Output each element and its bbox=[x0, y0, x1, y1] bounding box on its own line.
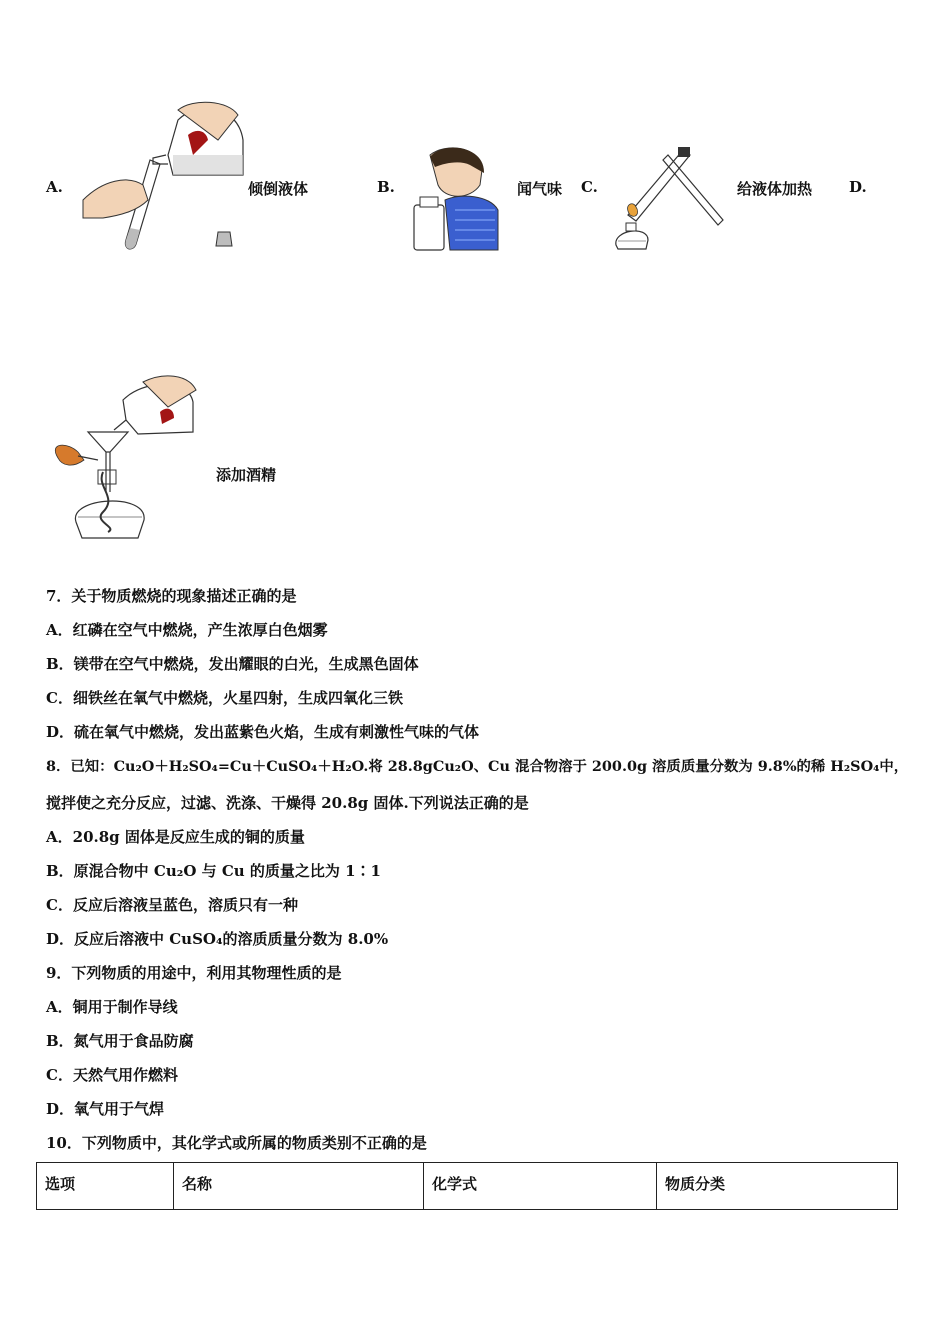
option-d-caption: 添加酒精 bbox=[216, 466, 277, 484]
q10-stem: 10．下列物质中，其化学式或所属的物质类别不正确的是 bbox=[46, 1134, 427, 1152]
q8-option-d: D．反应后溶液中 CuSO₄的溶质质量分数为 8.0% bbox=[46, 930, 389, 948]
q7-option-d: D．硫在氧气中燃烧，发出蓝紫色火焰，生成有刺激性气味的气体 bbox=[46, 723, 480, 741]
q7-option-c: C．细铁丝在氧气中燃烧，火星四射，生成四氧化三铁 bbox=[46, 689, 403, 707]
q9-stem: 9．下列物质的用途中，利用其物理性质的是 bbox=[46, 964, 342, 982]
option-b-caption: 闻气味 bbox=[517, 180, 563, 198]
option-d-letter: D. bbox=[849, 178, 867, 196]
table-header-row bbox=[37, 1163, 898, 1210]
option-b-letter: B. bbox=[377, 178, 395, 196]
table-header-formula: 化学式 bbox=[424, 1163, 657, 1210]
adding-alcohol-illustration bbox=[48, 372, 198, 542]
option-a-caption: 倾倒液体 bbox=[248, 180, 309, 198]
q8-option-c: C．反应后溶液呈蓝色，溶质只有一种 bbox=[46, 896, 298, 914]
smelling-gas-illustration bbox=[410, 145, 502, 255]
pouring-liquid-illustration bbox=[78, 100, 248, 255]
q8-stem-line2: 搅拌使之充分反应，过滤、洗涤、干燥得 20.8g 固体.下列说法正确的是 bbox=[46, 794, 529, 812]
table-header-name: 名称 bbox=[174, 1163, 424, 1210]
q7-option-a: A．红磷在空气中燃烧，产生浓厚白色烟雾 bbox=[46, 621, 328, 639]
table-header-category: 物质分类 bbox=[657, 1163, 898, 1210]
q9-option-b: B．氮气用于食品防腐 bbox=[46, 1032, 194, 1050]
q7-stem: 7．关于物质燃烧的现象描述正确的是 bbox=[46, 587, 297, 605]
q8-option-a: A．20.8g 固体是反应生成的铜的质量 bbox=[46, 828, 305, 846]
q9-option-a: A．铜用于制作导线 bbox=[46, 998, 178, 1016]
q7-option-b: B．镁带在空气中燃烧，发出耀眼的白光，生成黑色固体 bbox=[46, 655, 419, 673]
table-header-option: 选项 bbox=[37, 1163, 174, 1210]
q10-table bbox=[36, 1162, 898, 1210]
q9-option-d: D．氧气用于气焊 bbox=[46, 1100, 165, 1118]
heating-liquid-illustration bbox=[608, 145, 730, 255]
option-c-caption: 给液体加热 bbox=[737, 180, 813, 198]
q9-option-c: C．天然气用作燃料 bbox=[46, 1066, 178, 1084]
option-c-letter: C. bbox=[581, 178, 598, 196]
q8-option-b: B．原混合物中 Cu₂O 与 Cu 的质量之比为 1∶1 bbox=[46, 862, 381, 880]
option-a-letter: A. bbox=[46, 178, 63, 196]
q8-stem-line1: 8．已知：Cu₂O＋H₂SO₄=Cu＋CuSO₄＋H₂O.将 28.8gCu₂O、Cu 混合物溶于 200.0g 溶质质量分数为 9.8%的稀 H₂SO₄中， bbox=[46, 758, 909, 775]
